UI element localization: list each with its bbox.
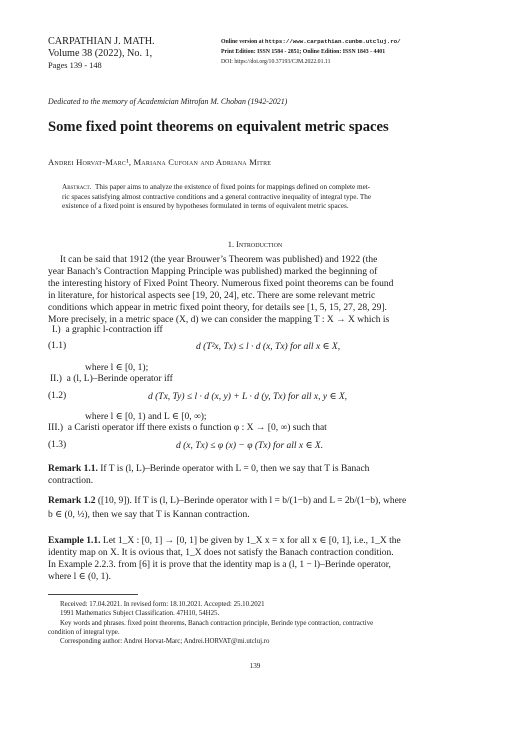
footnote[interactable]: Corresponding author: Andrei Horvat-Marc; Andrei.HORVAT@mi.utcluj.ro bbox=[60, 638, 270, 646]
item-label: III.) bbox=[48, 423, 64, 433]
equation-number: (1.1) bbox=[48, 341, 67, 351]
issn-line: Print Edition: ISSN 1584 - 2851; Online Edition: ISSN 1843 - 4401 bbox=[221, 48, 386, 55]
dedication: Dedicated to the memory of Academician Mitrofan M. Choban (1942-2021) bbox=[48, 97, 288, 106]
where-clause: where l ∈ [0, 1) and L ∈ [0, ∞); bbox=[85, 412, 207, 422]
journal-meta bbox=[221, 37, 401, 67]
equation-number: (1.3) bbox=[48, 440, 67, 450]
section-heading: 1. Introduction bbox=[227, 240, 283, 249]
example-1-1 bbox=[48, 535, 464, 583]
remark-1-1 bbox=[48, 463, 464, 487]
example-label: Example 1.1. bbox=[48, 536, 101, 546]
remark-1-2 bbox=[48, 495, 464, 521]
item-text: a graphic l-contraction iff bbox=[65, 325, 163, 335]
example-line: identity map on X. It is ovious that, 1_X does not satisfy the Banach contraction condition. bbox=[48, 548, 394, 559]
paper-title: Some fixed point theorems on equivalent metric spaces bbox=[48, 119, 389, 135]
item-i bbox=[52, 325, 163, 335]
equation-1-3: d (x, Tx) ≤ φ (x) − φ (Tx) for all x ∈ X. bbox=[176, 441, 324, 451]
doi-line[interactable]: DOI: https://doi.org/10.37193/CJM.2022.01.11 bbox=[221, 58, 331, 65]
intro-line: in literature, for historical aspects see [19, 20, 24], etc. There are some relevant metric bbox=[48, 291, 376, 302]
example-line: Let 1_X : [0, 1] → [0, 1] be given by 1_X x = x for all x ∈ [0, 1], i.e., 1_X the bbox=[102, 536, 401, 546]
journal-volume: Volume 38 (2022), No. 1, bbox=[48, 48, 153, 59]
intro-line: conditions which appear in metric fixed point theory, for details see [1, 5, 15, 27, 28, 29]. bbox=[48, 303, 387, 314]
footnote: Received: 17.04.2021. In revised form: 18.10.2021. Accepted: 25.10.2021 bbox=[60, 601, 265, 608]
footnotes bbox=[48, 600, 464, 646]
remark-line: contraction. bbox=[48, 476, 94, 487]
item-label: II.) bbox=[50, 374, 62, 384]
online-url[interactable]: https://www.carpathian.cunbm.utcluj.ro/ bbox=[264, 38, 401, 45]
remark-label: Remark 1.1. bbox=[48, 464, 98, 474]
journal-name: CARPATHIAN J. MATH. bbox=[48, 36, 155, 47]
equation-number: (1.2) bbox=[48, 391, 67, 401]
item-label: I.) bbox=[52, 325, 61, 335]
page-number: 139 bbox=[249, 662, 261, 670]
footnote: Key words and phrases. fixed point theorems, Banach contraction principle, Berinde type contraction, contractive bbox=[60, 619, 374, 627]
footnote-rule bbox=[48, 594, 138, 595]
where-clause: where l ∈ [0, 1); bbox=[85, 363, 149, 373]
abstract-label: Abstract. bbox=[62, 183, 92, 191]
item-iii bbox=[48, 423, 327, 433]
remark-line: b ∈ (0, ½), then we say that T is Kannan contraction. bbox=[48, 510, 250, 521]
intro-line: year Banach’s Contraction Mapping Principle was published) marked the beginning of bbox=[48, 267, 378, 278]
online-label: Online version at bbox=[221, 39, 264, 45]
example-line: In Example 2.2.3. from [6] it is prove that the identity map is a (l, 1 − l)–Berinde operator, bbox=[48, 560, 391, 571]
intro-line: It can be said that 1912 (the year Brouwer’s Theorem was published) and 1922 (the bbox=[60, 255, 378, 265]
equation-1-1: d (T²x, Tx) ≤ l · d (x, Tx) for all x ∈ X, bbox=[196, 342, 341, 352]
abstract bbox=[62, 183, 464, 212]
footnote: condition of integral type. bbox=[48, 628, 120, 636]
intro-line: More precisely, in a metric space (X, d) we can consider the mapping T : X → X which is bbox=[48, 315, 390, 326]
journal-pages: Pages 139 - 148 bbox=[48, 61, 102, 70]
intro-paragraph bbox=[48, 254, 464, 327]
example-line: where l ∈ (0, 1). bbox=[48, 572, 111, 583]
footnote: 1991 Mathematics Subject Classification. 47H10, 54H25. bbox=[60, 610, 220, 618]
abstract-line: ric spaces satisfying almost contractive conditions and a general contractive inequality of integral type. The bbox=[62, 192, 372, 201]
item-text: a (l, L)–Berinde operator iff bbox=[66, 374, 173, 384]
item-ii bbox=[50, 374, 173, 384]
item-text: a Caristi operator iff there exists o function φ : X → [0, ∞) such that bbox=[67, 423, 327, 433]
intro-line: the interesting history of Fixed Point Theory. Numerous fixed point theorems can be found bbox=[48, 279, 394, 290]
abstract-line: existence of a fixed point is ensured by hypotheses formulated in terms of equivalent metric spaces. bbox=[62, 202, 349, 211]
remark-line: If T is (l, L)–Berinde operator with L = 0, then we say that T is Banach bbox=[100, 464, 370, 474]
abstract-line: This paper aims to analyze the existence of fixed points for mappings defined on complete met- bbox=[94, 183, 371, 191]
equation-1-2: d (Tx, Ty) ≤ l · d (x, y) + L · d (y, Tx) for all x, y ∈ X, bbox=[148, 392, 348, 402]
journal-header bbox=[48, 36, 155, 71]
authors: Andrei Horvat-Marc¹, Mariana Cufoian and Adriana Mitre bbox=[48, 157, 272, 167]
remark-line: ([10, 9]). If T is (l, L)–Berinde operator with l = b/(1−b) and L = 2b/(1−b), where bbox=[97, 496, 407, 506]
remark-label: Remark 1.2 bbox=[48, 496, 96, 506]
